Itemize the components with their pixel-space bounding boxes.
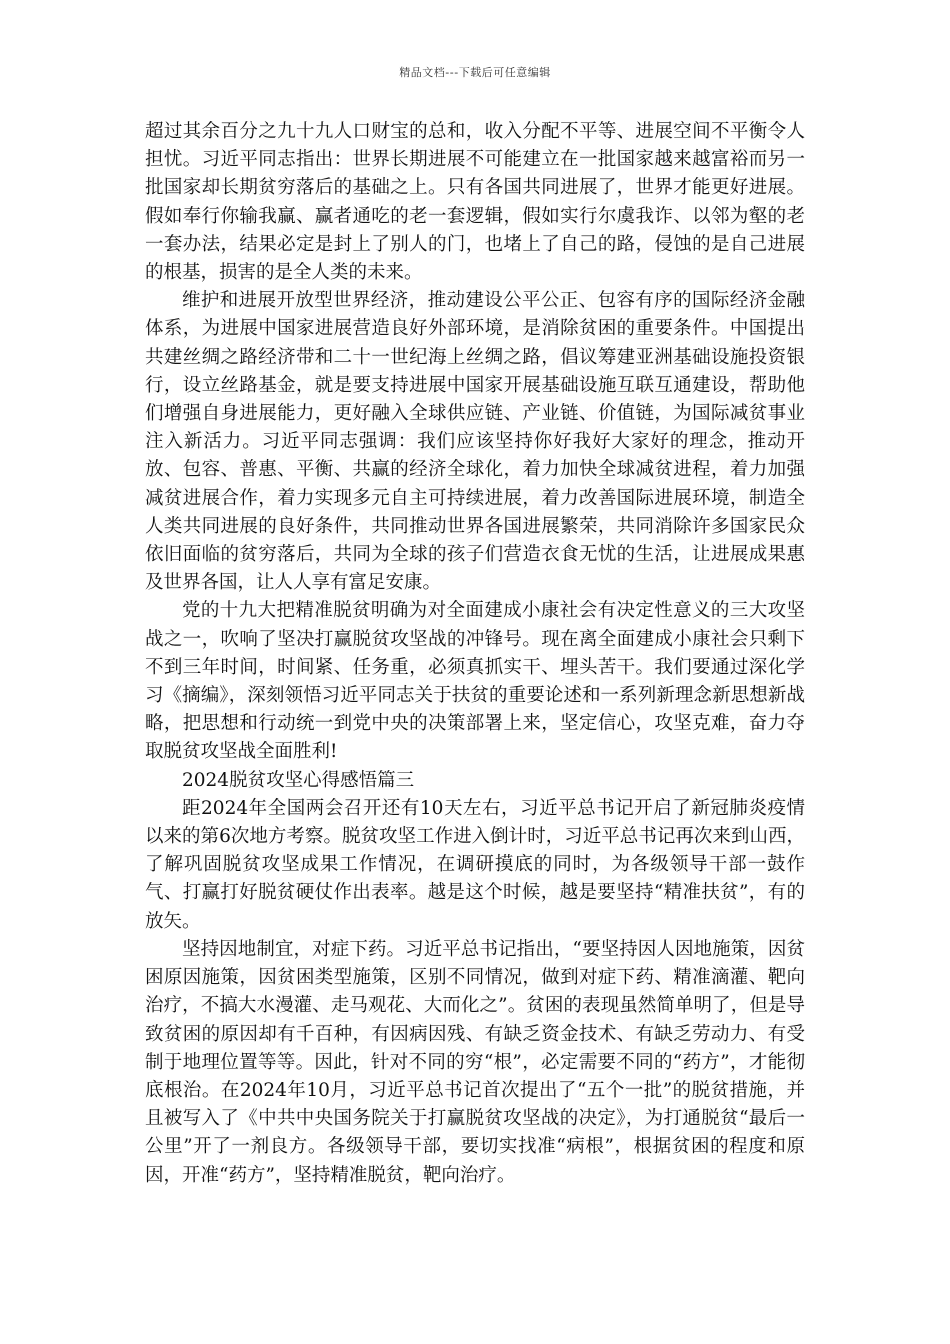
page-header: 精品文档---下载后可任意编辑	[399, 66, 551, 79]
paragraph-3: 党的十九大把精准脱贫明确为对全面建成小康社会有决定性意义的三大攻坚战之一，吹响了坚决打赢脱贫攻坚战的冲锋号。现在离全面建成小康社会只剩下不到三年时间，时间紧、任务重，必须真抓实干、埋头苦干。我们要通过深化学习《摘编》，深刻领悟习近平同志关于扶贫的重要论述和一系列新理念新思想新战略，把思想和行动统一到党中央的决策部署上来，坚定信心，攻坚克难，奋力夺取脱贫攻坚战全面胜利!	[145, 600, 805, 763]
section-heading: 2024脱贫攻坚心得感悟篇三	[182, 769, 415, 791]
paragraph-5: 坚持因地制宜，对症下药。习近平总书记指出，“要坚持因人因地施策，因贫困原因施策，因贫困类型施策，区别不同情况，做到对症下药、精准滴灌、靶向治疗，不搞大水漫灌、走马观花、大而化之”。贫困的表现虽然简单明了，但是导致贫困的原因却有千百种，有因病因残、有缺乏资金技术、有缺乏劳动力、有受制于地理位置等等。因此，针对不同的穷“根”，必定需要不同的“药方”，才能彻底根治。在2024年10月，习近平总书记首次提出了“五个一批”的脱贫措施，并且被写入了《中共中央国务院关于打赢脱贫攻坚战的决定》，为打通脱贫“最后一公里”开了一剂良方。各级领导干部，要切实找准“病根”，根据贫困的程度和原因，开准“药方”，坚持精准脱贫，靶向治疗。	[145, 938, 805, 1186]
document-body	[145, 118, 805, 1190]
paragraph-1: 超过其余百分之九十九人口财宝的总和，收入分配不平等、进展空间不平衡令人担忧。习近平同志指出：世界长期进展不可能建立在一批国家越来越富裕而另一批国家却长期贫穷落后的基础之上。只有各国共同进展了，世界才能更好进展。假如奉行你输我赢、赢者通吃的老一套逻辑，假如实行尔虞我诈、以邻为壑的老一套办法，结果必定是封上了别人的门，也堵上了自己的路，侵蚀的是自己进展的根基，损害的是全人类的未来。	[145, 121, 805, 284]
paragraph-2: 维护和进展开放型世界经济，推动建设公平公正、包容有序的国际经济金融体系，为进展中国家进展营造良好外部环境，是消除贫困的重要条件。中国提出共建丝绸之路经济带和二十一世纪海上丝绸之路，倡议筹建亚洲基础设施投资银行，设立丝路基金，就是要支持进展中国家开展基础设施互联互通建设，帮助他们增强自身进展能力，更好融入全球供应链、产业链、价值链，为国际减贫事业注入新活力。习近平同志强调：我们应该坚持你好我好大家好的理念，推动开放、包容、普惠、平衡、共赢的经济全球化，着力加快全球减贫进程，着力加强减贫进展合作，着力实现多元自主可持续进展，着力改善国际进展环境，制造全人类共同进展的良好条件，共同推动世界各国进展繁荣，共同消除许多国家民众依旧面临的贫穷落后，共同为全球的孩子们营造衣食无忧的生活，让进展成果惠及世界各国，让人人享有富足安康。	[145, 290, 805, 594]
paragraph-4: 距2024年全国两会召开还有10天左右，习近平总书记开启了新冠肺炎疫情以来的第6次地方考察。脱贫攻坚工作进入倒计时，习近平总书记再次来到山西，了解巩固脱贫攻坚成果工作情况，在调研摸底的同时，为各级领导干部一鼓作气、打赢打好脱贫硬仗作出表率。越是这个时候，越是要坚持“精准扶贫”，有的放矢。	[145, 797, 805, 932]
